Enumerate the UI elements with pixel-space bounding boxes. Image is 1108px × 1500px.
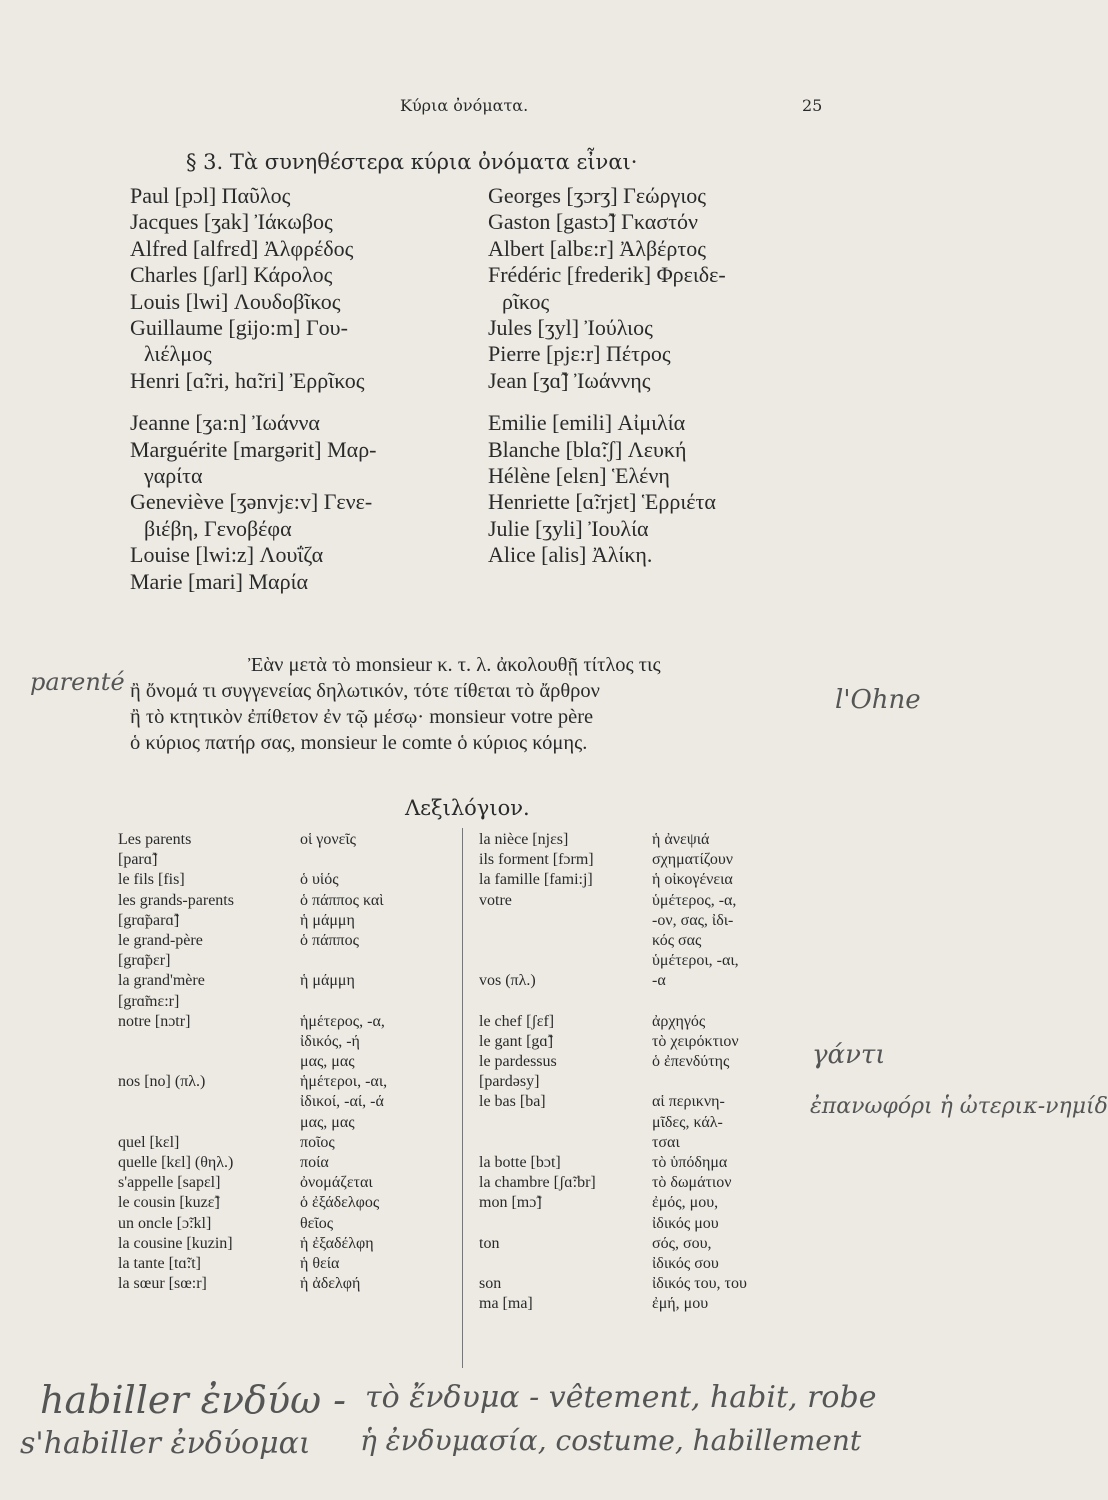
name-entry: Louis [lwi] Λουδοβῖκος [130, 288, 341, 314]
list-gap [488, 394, 833, 410]
lexicon-entry: ἐμός, μου, [652, 1194, 719, 1212]
lexicon-entry: vos (πλ.) [479, 972, 536, 990]
lexicon-entry: ἰδικός μου [652, 1214, 719, 1232]
lexicon-entry: τσαι [652, 1133, 680, 1151]
lexicon-entry: le fils [fis] [118, 871, 185, 889]
lexicon-entry: la chambre [ʃɑ̃:br] [479, 1174, 596, 1192]
name-entry: Henriette [ɑ̃:rjɛt] Ἑρριέτα [488, 489, 716, 515]
lexicon-entry [300, 992, 460, 1012]
name-entry: Jacques [ʒak] Ἰάκωβος [130, 209, 333, 235]
lexicon-entry: -ον, σας, ἰδι- [652, 911, 734, 929]
lexicon-entry: mon [mɔ̃] [479, 1194, 542, 1212]
name-entry: γαρίτα [144, 463, 203, 489]
lexicon-entry: le pardessus [479, 1053, 557, 1071]
lexicon-entry: Les parents [118, 831, 192, 848]
paragraph-line: ἢ τὸ κτητικὸν ἐπίθετον ἐν τῷ μέσῳ· monsieur votre père [130, 706, 594, 728]
lexicon-entry: ἡ ἀνεψιά [652, 831, 710, 848]
lexicon-entry [118, 1092, 308, 1112]
lexicon-entry: [pardəsy] [479, 1073, 540, 1091]
lexicon-entry: ποῖος [300, 1133, 335, 1151]
rule-paragraph [130, 652, 830, 756]
name-entry: Henri [ɑ̃:ri, hɑ̃:ri] Ἐρρῖκος [130, 367, 365, 393]
lexicon-col-greek-right [652, 830, 822, 1315]
lexicon-entry: le cousin [kuzɛ̃] [118, 1194, 220, 1212]
margin-note-left: parenté [30, 668, 125, 696]
lexicon-entry: son [479, 1275, 502, 1293]
name-entry: Guillaume [gijo:m] Γου- [130, 315, 348, 341]
lexicon-entry: μας, μας [300, 1113, 355, 1131]
name-entry: Alfred [alfrɛd] Ἀλφρέδος [130, 235, 354, 261]
name-entry: Pierre [pjɛ:r] Πέτρος [488, 341, 671, 367]
names-list-left [130, 183, 475, 595]
handwritten-note-1a: habiller ἐνδύω - [40, 1378, 347, 1422]
lexicon-entry [479, 1254, 659, 1274]
lexicon-entry [479, 992, 659, 1012]
lexicon-entry: un oncle [ɔ̃:kl] [118, 1214, 212, 1232]
list-gap [130, 394, 475, 410]
lexicon-entry: ἰδικοί, -αί, -ά [300, 1093, 384, 1111]
lexicon-entry: θεῖος [300, 1214, 334, 1232]
lexicon-entry [479, 931, 659, 951]
handwritten-note-1b: τὸ ἔνδυμα - vêtement, habit, robe [365, 1380, 877, 1415]
running-header: Κύρια ὀνόματα. [400, 96, 529, 115]
lexicon-entry: ἡ ἐξαδέλφη [300, 1234, 374, 1252]
name-entry: Frédéric [frederik] Φρειδε- [488, 262, 726, 288]
lexicon-col-french-left [118, 830, 308, 1294]
section-intro: § 3. Τὰ συνηθέστερα κύρια ὀνόματα εἶναι· [186, 150, 638, 174]
name-entry: Jean [ʒɑ̃] Ἰωάννης [488, 367, 651, 393]
name-entry: ρῖκος [502, 288, 550, 314]
lexicon-entry: ὑμέτεροι, -αι, [652, 952, 739, 970]
lexicon-entry: la botte [bɔt] [479, 1154, 561, 1171]
lexicon-entry: s'appelle [sapɛl] [118, 1174, 221, 1192]
lexicon-entry: ἀρχηγός [652, 1012, 706, 1030]
name-entry: Marie [mari] Μαρία [130, 568, 309, 594]
lexicon-entry: la tante [tɑ̃:t] [118, 1254, 201, 1272]
lexicon-entry: ἡ οἰκογένεια [652, 871, 733, 889]
page-number: 25 [802, 96, 823, 115]
lexicon-entry: votre [479, 891, 512, 909]
lexicon-entry: [grɑ̃pɛr] [118, 952, 171, 970]
lexicon-entry: ὁ υἱός [300, 871, 339, 889]
lexicon-entry: ὁ πάππος [300, 931, 359, 949]
lexicon-entry: μῖδες, κάλ- [652, 1113, 723, 1131]
paragraph-line: ἢ ὄνομά τι συγγενείας δηλωτικόν, τότε τίθεται τὸ ἄρθρον [130, 680, 600, 702]
name-entry: Geneviève [ʒənvjɛ:v] Γενε- [130, 489, 373, 515]
lexicon-entry: [grɑ̃parɑ̃] [118, 911, 180, 929]
lexicon-entry: ἡ θεία [300, 1254, 340, 1272]
name-entry: Hélène [elɛn] Ἑλένη [488, 463, 670, 489]
paragraph-line: Ἐὰν μετὰ τὸ monsieur κ. τ. λ. ἀκολουθῇ τίτλος τις [248, 654, 661, 676]
names-list-right [488, 183, 833, 569]
name-entry: Jeanne [ʒa:n] Ἰωάννα [130, 410, 320, 436]
lexicon-entry: la sœur [sœ:r] [118, 1275, 207, 1293]
lexicon-entry: ὑμέτερος, -α, [652, 891, 737, 909]
lexicon-entry [118, 1113, 308, 1133]
lexicon-entry [300, 850, 460, 870]
margin-note-gant: γάντι [812, 1040, 886, 1070]
lexicon-entry: ὁ πάππος καὶ [300, 891, 384, 909]
lexicon-entry: ἰδικός σου [652, 1254, 719, 1272]
lexicon-entry: ἡ μάμμη [300, 972, 355, 990]
name-entry: Blanche [blɑ̃:ʃ] Λευκή [488, 436, 687, 462]
lexicon-entry: ἡ μάμμη [300, 911, 355, 929]
lexicon-entry [300, 951, 460, 971]
lexicon-entry [652, 992, 822, 1012]
lexicon-entry: κός σας [652, 931, 702, 949]
lexicon-entry: le grand-père [118, 931, 203, 949]
lexicon-entry: ἰδικός, -ή [300, 1032, 360, 1050]
lexicon-entry [479, 1214, 659, 1234]
lexicon-entry: le bas [ba] [479, 1093, 546, 1111]
lexicon-entry: τὸ χειρόκτιον [652, 1032, 739, 1050]
lexicon-entry: le gant [gɑ̃] [479, 1032, 554, 1050]
handwritten-note-2a: s'habiller ἐνδύομαι [20, 1426, 311, 1461]
name-entry: Emilie [emili] Αἰμιλία [488, 410, 686, 436]
lexicon-col-french-right [479, 830, 659, 1315]
lexicon-entry: [grɑ̃mɛ:r] [118, 992, 180, 1010]
paragraph-line: ὁ κύριος πατήρ σας, monsieur le comte ὁ κύριος κόμης. [130, 732, 588, 754]
lexicon-entry: ὁ ἐπενδύτης [652, 1053, 730, 1071]
lexicon-entry: ἡ ἀδελφή [300, 1275, 361, 1293]
lexicon-entry: ἐμή, μου [652, 1295, 709, 1313]
name-entry: Georges [ʒɔrʒ] Γεώργιος [488, 183, 706, 208]
name-entry: Jules [ʒyl] Ἰούλιος [488, 315, 653, 341]
name-entry: Louise [lwi:z] Λουΐζα [130, 542, 324, 568]
name-entry: Marguérite [margərit] Μαρ- [130, 436, 377, 462]
lexicon-entry [479, 1133, 659, 1153]
lexicon-entry [479, 1113, 659, 1133]
lexicon-entry: αἱ περικνη- [652, 1093, 725, 1111]
lexicon-entry: la grand'mère [118, 972, 205, 990]
margin-note-pardessus: ἐπανωφόρι ἡ ὠτερικ-νημίδ [810, 1094, 1108, 1119]
lexicon-entry: ποία [300, 1154, 329, 1171]
lexicon-entry: μας, μας [300, 1053, 355, 1071]
name-entry: Alice [alis] Ἀλίκη. [488, 542, 653, 568]
name-entry: Gaston [gastɔ̃] Γκαστόν [488, 209, 698, 235]
name-entry: βιέβη, Γενοβέφα [144, 515, 292, 541]
lexicon-entry: [parɑ̃] [118, 851, 158, 869]
lexicon-entry [652, 1072, 822, 1092]
name-entry: Paul [pɔl] Παῦλος [130, 183, 291, 208]
lexicon-entry: ἡμέτεροι, -αι, [300, 1073, 388, 1091]
lexicon-entry: σός, σου, [652, 1234, 712, 1252]
lexicon-entry: σχηματίζουν [652, 851, 733, 869]
lexicon-entry: quel [kɛl] [118, 1133, 180, 1151]
lexicon-entry: notre [nɔtr] [118, 1012, 191, 1030]
lexicon-entry [118, 1052, 308, 1072]
lexicon-entry: les grands-parents [118, 891, 234, 909]
column-divider [462, 828, 463, 1368]
lexicon-entry: ὀνομάζεται [300, 1174, 373, 1192]
lexicon-entry: -α [652, 972, 666, 990]
lexicon-entry: τὸ δωμάτιον [652, 1174, 732, 1192]
lexicon-entry: ma [ma] [479, 1295, 533, 1313]
name-entry: Julie [ʒyli] Ἰουλία [488, 515, 649, 541]
name-entry: λιέλμος [144, 341, 212, 367]
name-entry: Charles [ʃarl] Κάρολος [130, 262, 333, 288]
lexicon-entry: quelle [kɛl] (θηλ.) [118, 1154, 234, 1171]
margin-note-right: l'Ohne [835, 685, 921, 715]
lexicon-entry: ils forment [fɔrm] [479, 851, 594, 869]
lexicon-entry: la nièce [njɛs] [479, 831, 569, 848]
lexicon-col-greek-left [300, 830, 460, 1294]
lexicon-entry [118, 1032, 308, 1052]
lexicon-entry: ἰδικός του, του [652, 1275, 747, 1293]
lexicon-entry: la famille [fami:j] [479, 871, 593, 889]
lexicon-entry: τὸ ὑπόδημα [652, 1154, 728, 1171]
name-entry: Albert [albɛ:r] Ἀλβέρτος [488, 235, 706, 261]
lexicon-entry [479, 911, 659, 931]
lexicon-title: Λεξιλόγιον. [405, 796, 530, 820]
lexicon-entry: la cousine [kuzin] [118, 1234, 233, 1252]
lexicon-entry: ὁ ἐξάδελφος [300, 1194, 380, 1212]
handwritten-note-2b: ἡ ἐνδυμασία, costume, habillement [360, 1424, 862, 1457]
lexicon-entry: οἱ γονεῖς [300, 831, 356, 848]
lexicon-entry [479, 951, 659, 971]
lexicon-entry: nos [no] (πλ.) [118, 1073, 206, 1091]
lexicon-entry: ἡμέτερος, -α, [300, 1012, 385, 1030]
lexicon-entry: ton [479, 1234, 500, 1252]
lexicon-entry: le chef [ʃɛf] [479, 1012, 555, 1030]
